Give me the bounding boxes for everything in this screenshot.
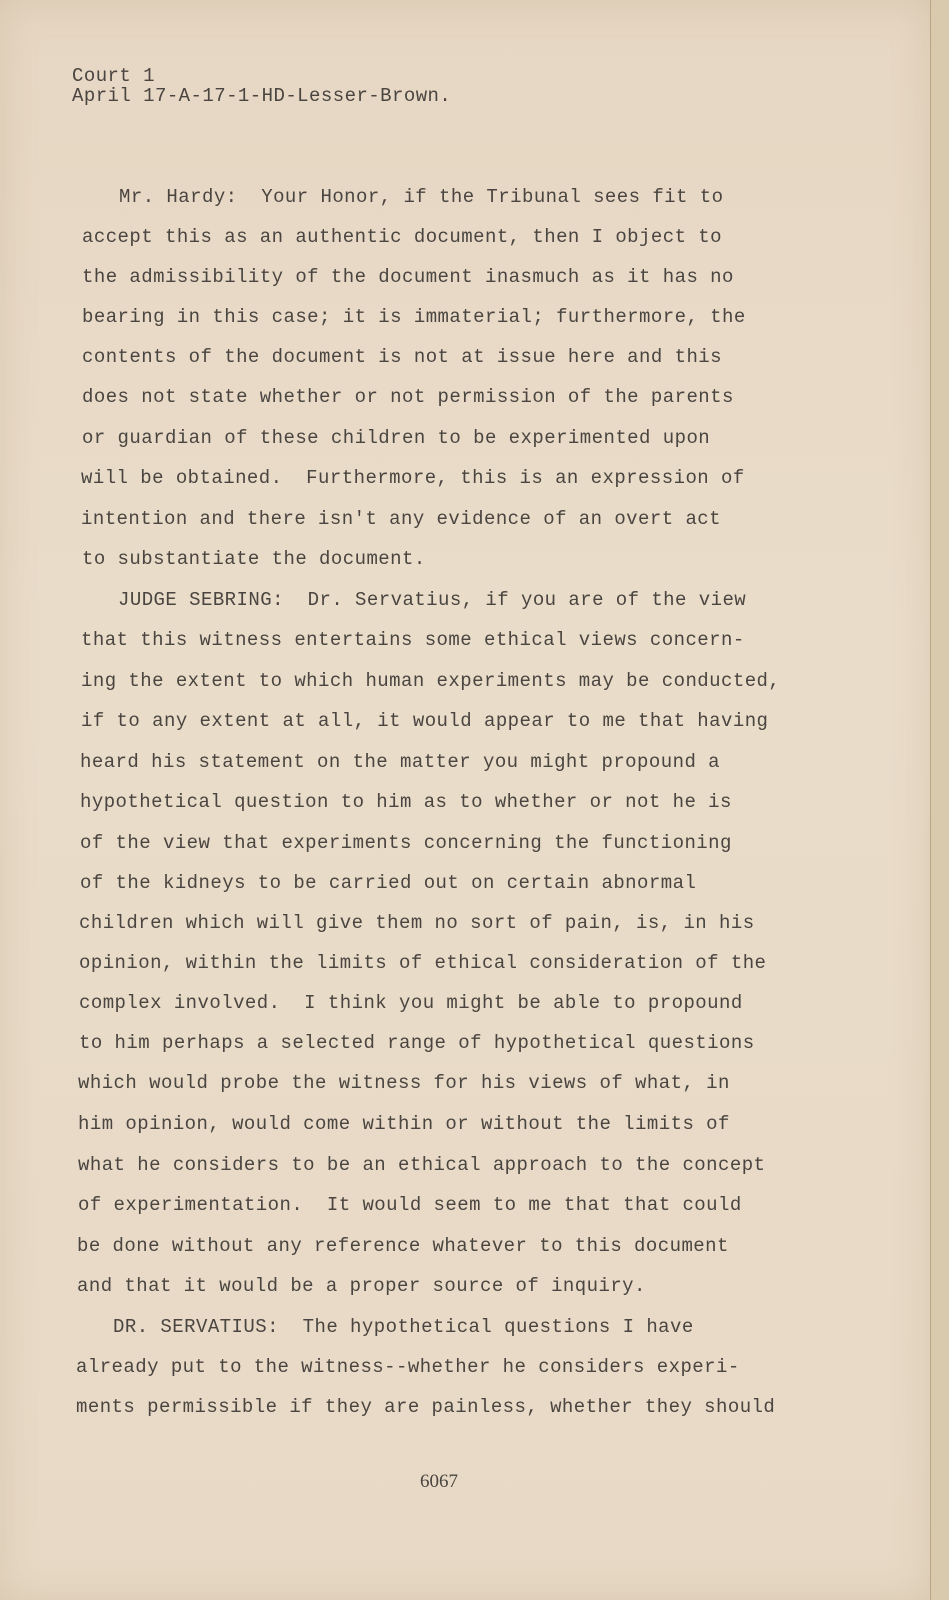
text-line: that this witness entertains some ethical views concern- [81, 629, 745, 651]
text-line: ing the extent to which human experiments may be conducted, [81, 670, 781, 692]
text-line: of the view that experiments concerning the functioning [80, 832, 732, 854]
text-line: heard his statement on the matter you might propound a [80, 751, 720, 773]
text-line: bearing in this case; it is immaterial; furthermore, the [82, 306, 746, 328]
text-line: does not state whether or not permission of the parents [82, 386, 734, 408]
text-line: ments permissible if they are painless, whether they should [76, 1396, 776, 1418]
text-line: hypothetical question to him as to whether or not he is [80, 791, 732, 813]
text-line: the admissibility of the document inasmuch as it has no [82, 266, 734, 288]
text-line: of the kidneys to be carried out on certain abnormal [80, 872, 697, 894]
document-header [72, 66, 451, 106]
text-line: of experimentation. It would seem to me that that could [78, 1194, 742, 1216]
speaker-line: DR. SERVATIUS: The hypothetical questions I have [113, 1316, 694, 1338]
text-line: which would probe the witness for his views of what, in [78, 1072, 730, 1094]
text-line: if to any extent at all, it would appear to me that having [81, 710, 769, 732]
page-number: 6067 [420, 1471, 458, 1492]
text-line: and that it would be a proper source of inquiry. [77, 1275, 646, 1297]
text-line: accept this as an authentic document, then I object to [82, 226, 722, 248]
text-line: opinion, within the limits of ethical consideration of the [79, 952, 767, 974]
text-line: children which will give them no sort of pain, is, in his [79, 912, 755, 934]
text-line: to him perhaps a selected range of hypothetical questions [79, 1032, 755, 1054]
page-edge [930, 0, 949, 1600]
text-line: what he considers to be an ethical approach to the concept [78, 1154, 766, 1176]
text-line: to substantiate the document. [82, 548, 426, 570]
text-line: contents of the document is not at issue here and this [82, 346, 722, 368]
text-line: be done without any reference whatever to this document [77, 1235, 729, 1257]
text-line: complex involved. I think you might be able to propound [79, 992, 743, 1014]
court-label: Court 1 [72, 65, 155, 87]
text-line: or guardian of these children to be experimented upon [82, 427, 711, 449]
text-line: will be obtained. Furthermore, this is an expression of [81, 467, 745, 489]
session-code: April 17-A-17-1-HD-Lesser-Brown. [72, 85, 452, 107]
text-line: already put to the witness--whether he considers experi- [76, 1356, 740, 1378]
text-line: Mr. Hardy: Your Honor, if the Tribunal sees fit to [119, 186, 724, 208]
text-line: him opinion, would come within or without the limits of [78, 1113, 730, 1135]
speaker-line: JUDGE SEBRING: Dr. Servatius, if you are of the view [118, 589, 747, 611]
text-line: intention and there isn't any evidence of an overt act [81, 508, 721, 530]
